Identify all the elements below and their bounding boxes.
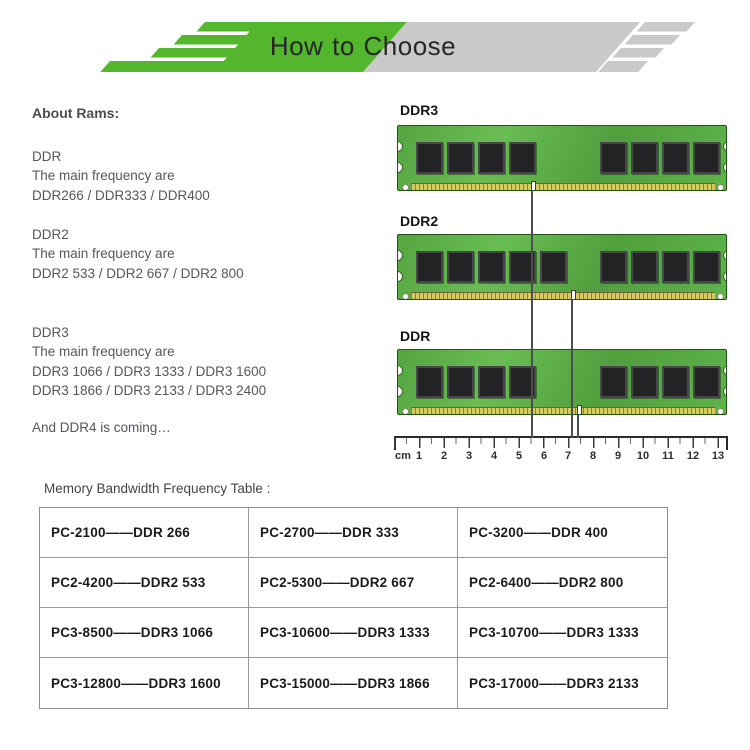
banner-stripe-right-4 xyxy=(598,61,648,72)
mount-hole xyxy=(717,184,724,191)
notch-callout-line-ddr2 xyxy=(571,300,573,438)
clip-cutout xyxy=(723,250,727,261)
ruler-tick-label: 3 xyxy=(465,450,473,462)
banner-stripe-left-3 xyxy=(151,48,247,58)
banner-stripe-right-1 xyxy=(637,22,695,32)
ddr-name: DDR xyxy=(32,149,62,164)
memory-chip xyxy=(631,251,658,283)
ddr3-module-label: DDR3 xyxy=(400,102,439,118)
ruler-tick-label: 10 xyxy=(636,450,650,462)
ddr3-line3: DDR3 1866 / DDR3 2133 / DDR3 2400 xyxy=(32,382,267,398)
clip-cutout xyxy=(723,271,727,282)
clip-cutout xyxy=(397,162,403,173)
clip-cutout xyxy=(723,162,727,173)
table-cell: PC2-6400——DDR2 800 xyxy=(458,558,667,608)
table-cell: PC-2700——DDR 333 xyxy=(249,508,458,558)
notch-callout-line-ddr3 xyxy=(531,191,533,438)
ddr3-name: DDR3 xyxy=(32,325,69,340)
memory-chip xyxy=(478,251,505,283)
gold-pins xyxy=(411,183,715,191)
memory-chip xyxy=(631,366,658,398)
mount-hole xyxy=(717,293,724,300)
ruler-tick-label: 4 xyxy=(490,450,498,462)
ruler-tick-label: 8 xyxy=(589,450,597,462)
ruler-tick-label: 7 xyxy=(564,450,572,462)
mount-hole xyxy=(402,184,409,191)
memory-chip xyxy=(416,366,443,398)
ruler-tick-label: 11 xyxy=(662,450,674,462)
mount-hole xyxy=(402,293,409,300)
clip-cutout xyxy=(723,386,727,397)
table-cell: PC-2100——DDR 266 xyxy=(40,508,249,558)
memory-chip xyxy=(693,366,720,398)
memory-chip xyxy=(540,251,567,283)
about-ddr-paragraph xyxy=(32,147,210,205)
memory-chip xyxy=(478,366,505,398)
chip-group-right xyxy=(600,251,720,283)
memory-chip xyxy=(447,142,474,174)
ddr2-line1: The main frequency are xyxy=(32,246,175,262)
ruler-tick-label: 5 xyxy=(515,450,523,462)
memory-chip xyxy=(662,142,689,174)
ddr2-name: DDR2 xyxy=(32,227,69,242)
gold-pins xyxy=(411,292,715,300)
clip-cutout xyxy=(397,250,403,261)
key-notch xyxy=(531,181,536,191)
ruler-endcap xyxy=(726,436,728,450)
chip-group-right xyxy=(600,142,720,174)
notch-callout-line-ddr xyxy=(577,415,579,438)
page-title: How to Choose xyxy=(269,31,457,61)
key-notch xyxy=(571,290,576,300)
ruler-unit-label: cm xyxy=(395,450,411,462)
ddr-line2: DDR266 / DDR333 / DDR400 xyxy=(32,187,210,203)
table-cell: PC-3200——DDR 400 xyxy=(458,508,667,558)
memory-chip xyxy=(416,142,443,174)
ram-module-ddr xyxy=(397,349,727,415)
table-cell: PC2-5300——DDR2 667 xyxy=(249,558,458,608)
memory-chip xyxy=(447,251,474,283)
banner-stripe-right-2 xyxy=(625,35,680,45)
mount-hole xyxy=(402,408,409,415)
table-cell: PC3-12800——DDR3 1600 xyxy=(40,658,249,708)
table-cell: PC3-17000——DDR3 2133 xyxy=(469,675,639,691)
table-cell: PC2-4200——DDR2 533 xyxy=(40,558,249,608)
memory-chip xyxy=(600,142,627,174)
banner-stripe-right-3 xyxy=(613,48,664,58)
memory-chip xyxy=(662,366,689,398)
memory-chip xyxy=(478,142,505,174)
ruler-tick-label: 12 xyxy=(686,450,700,462)
ddr-line1: The main frequency are xyxy=(32,168,175,184)
about-ddr3-paragraph xyxy=(32,323,266,400)
memory-chip xyxy=(600,251,627,283)
ddr3-line2: DDR3 1066 / DDR3 1333 / DDR3 1600 xyxy=(32,363,267,379)
ruler-tick-label: 1 xyxy=(415,450,423,462)
clip-cutout xyxy=(397,271,403,282)
chip-group-left xyxy=(416,251,567,283)
ruler-tick-label: 9 xyxy=(614,450,622,462)
table-cell: PC3-8500——DDR3 1066 xyxy=(40,608,249,658)
memory-chip xyxy=(600,366,627,398)
about-ddr2-paragraph xyxy=(32,225,244,283)
ruler-half-ticks xyxy=(406,438,720,444)
ruler-tick-label: 13 xyxy=(711,450,725,462)
gold-pins xyxy=(411,407,715,415)
ruler-tick-label: 6 xyxy=(540,450,548,462)
ddr2-line2: DDR2 533 / DDR2 667 / DDR2 800 xyxy=(32,265,244,281)
key-notch xyxy=(577,405,582,415)
table-heading: Memory Bandwidth Frequency Table : xyxy=(44,481,271,496)
ruler-tick-label: 2 xyxy=(440,450,448,462)
table-cell: PC3-15000——DDR3 1866 xyxy=(249,658,458,708)
frequency-table xyxy=(39,507,668,709)
clip-cutout xyxy=(397,141,403,152)
chip-group-right xyxy=(600,366,720,398)
clip-cutout xyxy=(397,386,403,397)
chip-group-left xyxy=(416,366,536,398)
clip-cutout xyxy=(397,365,403,376)
clip-cutout xyxy=(723,141,727,152)
clip-cutout xyxy=(723,365,727,376)
memory-chip xyxy=(693,251,720,283)
mount-hole xyxy=(717,408,724,415)
banner-stripe-left-4 xyxy=(100,61,235,72)
chip-group-left xyxy=(416,142,536,174)
ram-module-ddr3 xyxy=(397,125,727,191)
memory-chip xyxy=(509,142,536,174)
memory-chip xyxy=(631,142,658,174)
memory-chip xyxy=(662,251,689,283)
ddr-module-label: DDR xyxy=(400,328,431,344)
memory-chip xyxy=(416,251,443,283)
memory-chip xyxy=(693,142,720,174)
table-cell: PC3-10600——DDR3 1333 xyxy=(249,608,458,658)
ddr2-module-label: DDR2 xyxy=(400,213,439,229)
memory-chip xyxy=(447,366,474,398)
about-title: About Rams: xyxy=(32,105,120,121)
ddr3-line1: The main frequency are xyxy=(32,344,175,360)
ram-module-ddr2 xyxy=(397,234,727,300)
ddr4-coming-note: And DDR4 is coming… xyxy=(32,420,171,435)
table-cell: PC3-10700——DDR3 1333 xyxy=(458,608,667,658)
